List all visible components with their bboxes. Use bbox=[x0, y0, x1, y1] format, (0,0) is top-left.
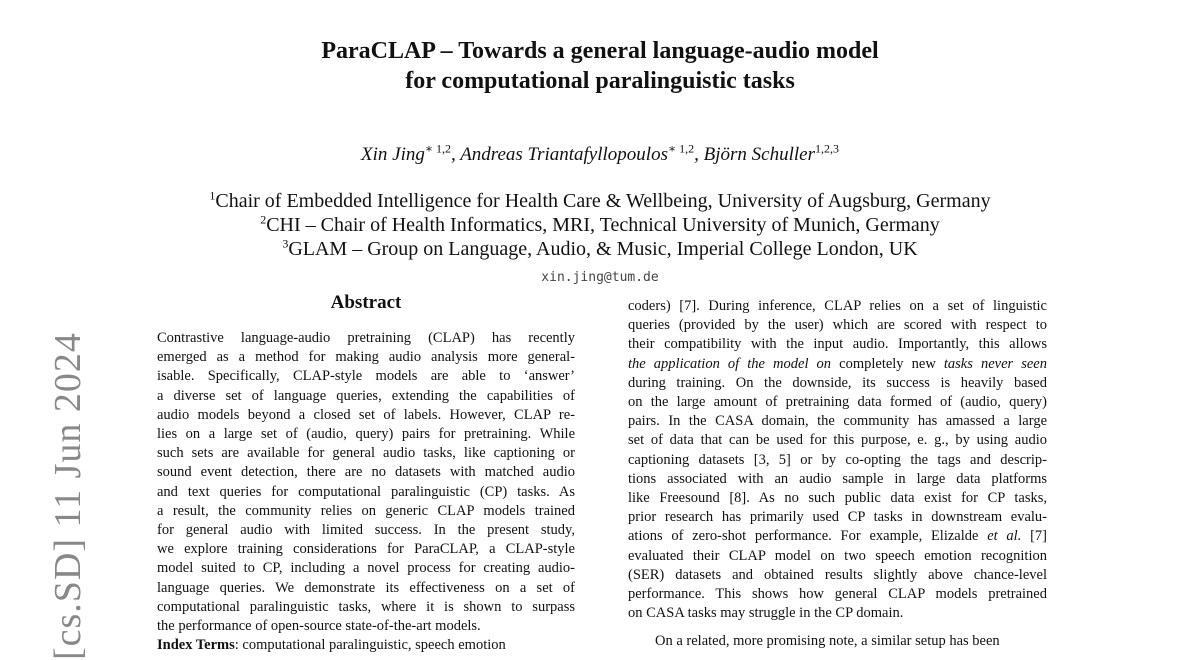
right-paragraph-2 bbox=[655, 632, 1047, 651]
paragraph-line: their compatibility with the input audio. Importantly, this allows bbox=[628, 336, 1047, 353]
paragraph-line: audio models beyond a closed set of labels. However, CLAP re- bbox=[157, 406, 575, 423]
affiliation bbox=[0, 190, 1200, 213]
paragraph-line: (SER) datasets and obtained results slightly above chance-level bbox=[628, 566, 1047, 583]
arxiv-watermark: [cs.SD] 11 Jun 2024 bbox=[47, 332, 89, 660]
paragraph-line: performance. This shows how general CLAP models pretrained bbox=[628, 586, 1047, 603]
author-name: Xin Jing bbox=[361, 144, 425, 165]
paragraph-line: on CASA tasks may struggle in the CP domain. bbox=[628, 605, 904, 622]
paragraph-line: prior research has primarily used CP tasks in downstream evalu- bbox=[628, 509, 1047, 526]
title-line-1: ParaCLAP – Towards a general language-audio model bbox=[321, 38, 879, 64]
author-affil-sup: 1,2,3 bbox=[815, 141, 839, 156]
paragraph-line: captioning datasets [3, 5] or by co-opting the tags and descrip- bbox=[628, 451, 1047, 468]
index-terms bbox=[157, 636, 575, 655]
author-name: Andreas Triantafyllopoulos bbox=[460, 144, 668, 165]
paragraph-line: a result, the community relies on generic CLAP models trained bbox=[157, 502, 575, 519]
paragraph-line: isable. Specifically, CLAP-style models are able to ‘answer’ bbox=[157, 368, 575, 385]
paragraph-line: tions associated with an audio sample in large data platforms bbox=[628, 470, 1047, 487]
paragraph-line: set of data that can be used for this purpose, e. g., by using audio bbox=[628, 432, 1047, 449]
paragraph-line: such sets are available for general audio tasks, like captioning or bbox=[157, 445, 575, 462]
index-terms-text: : computational paralinguistic, speech emotion bbox=[234, 637, 506, 653]
paragraph-line: the application of the model on completely new tasks never seen bbox=[628, 355, 1047, 372]
paragraph-line: emerged as a method for making audio analysis more general- bbox=[157, 349, 575, 366]
contact-email[interactable]: xin.jing@tum.de bbox=[541, 270, 659, 285]
author-name: Björn Schuller bbox=[703, 144, 815, 165]
paragraph-line: ations of zero-shot performance. For example, Elizalde et al. [7] bbox=[628, 528, 1047, 545]
paragraph-line: like Freesound [8]. As no such public data exist for CP tasks, bbox=[628, 490, 1047, 507]
paragraph-line: Contrastive language-audio pretraining (CLAP) has recently bbox=[157, 330, 575, 346]
paragraph-line: on the large amount of pretraining data formed of (audio, query) bbox=[628, 394, 1047, 411]
abstract-heading: Abstract bbox=[330, 292, 402, 313]
paragraph-line: computational paralinguistic tasks, where it is shown to surpass bbox=[157, 598, 575, 615]
affiliation bbox=[0, 214, 1200, 237]
right-column-body bbox=[628, 297, 1047, 623]
paragraph-line: a diverse set of language queries, extending the capabilities of bbox=[157, 387, 575, 404]
paragraph-line: evaluated their CLAP model on two speech emotion recognition bbox=[628, 547, 1047, 564]
paragraph-line: the performance of open-source state-of-the-art models. bbox=[157, 618, 481, 635]
paragraph-line: sound event detection, there are no datasets with matched audio bbox=[157, 464, 575, 481]
affiliation-sup: 1 bbox=[209, 188, 216, 203]
affiliation-text: GLAM – Group on Language, Audio, & Music, Imperial College London, UK bbox=[288, 238, 918, 260]
paragraph-line: queries (provided by the user) which are scored with respect to bbox=[628, 317, 1047, 334]
author-list: Xin Jing$^{∗ 1,2}$, Andreas Triantafyllopoulos$^{∗ 1,2}$, Björn Schuller$^{1,2,3}$ bbox=[361, 141, 839, 165]
paragraph-line: and text queries for computational paralinguistic (CP) tasks. As bbox=[157, 483, 575, 500]
affiliation-text: CHI – Chair of Health Informatics, MRI, Technical University of Munich, Germany bbox=[266, 214, 940, 236]
affiliation-sup: 3 bbox=[282, 236, 289, 251]
author-affil-sup: ∗ 1,2 bbox=[424, 141, 452, 156]
abstract-body bbox=[157, 329, 575, 636]
paragraph-line: On a related, more promising note, a similar setup has been bbox=[655, 633, 1000, 649]
paragraph-line: for general audio with limited success. In the present study, bbox=[157, 522, 575, 539]
paper-title bbox=[0, 36, 1200, 96]
author-affil-sup: ∗ 1,2 bbox=[667, 141, 695, 156]
paragraph-line: model suited to CP, including a novel process for creating audio- bbox=[157, 560, 575, 577]
paragraph-line: we explore training considerations for ParaCLAP, a CLAP-style bbox=[157, 541, 575, 558]
index-terms-label: Index Terms bbox=[157, 637, 235, 653]
affiliation-sup: 2 bbox=[260, 212, 267, 227]
paragraph-line: lies on a large set of (audio, query) pairs for pretraining. While bbox=[157, 426, 575, 443]
paragraph-line: coders) [7]. During inference, CLAP relies on a set of linguistic bbox=[628, 298, 1047, 314]
affiliation bbox=[0, 238, 1200, 261]
paragraph-line: language queries. We demonstrate its effectiveness on a set of bbox=[157, 579, 575, 596]
title-line-2: for computational paralinguistic tasks bbox=[405, 68, 795, 94]
paragraph-line: during training. On the downside, its success is heavily based bbox=[628, 374, 1047, 391]
affiliation-text: Chair of Embedded Intelligence for Health Care & Wellbeing, University of Augsburg, Germany bbox=[215, 190, 991, 212]
paragraph-line: pairs. In the CASA domain, the community has amassed a large bbox=[628, 413, 1047, 430]
